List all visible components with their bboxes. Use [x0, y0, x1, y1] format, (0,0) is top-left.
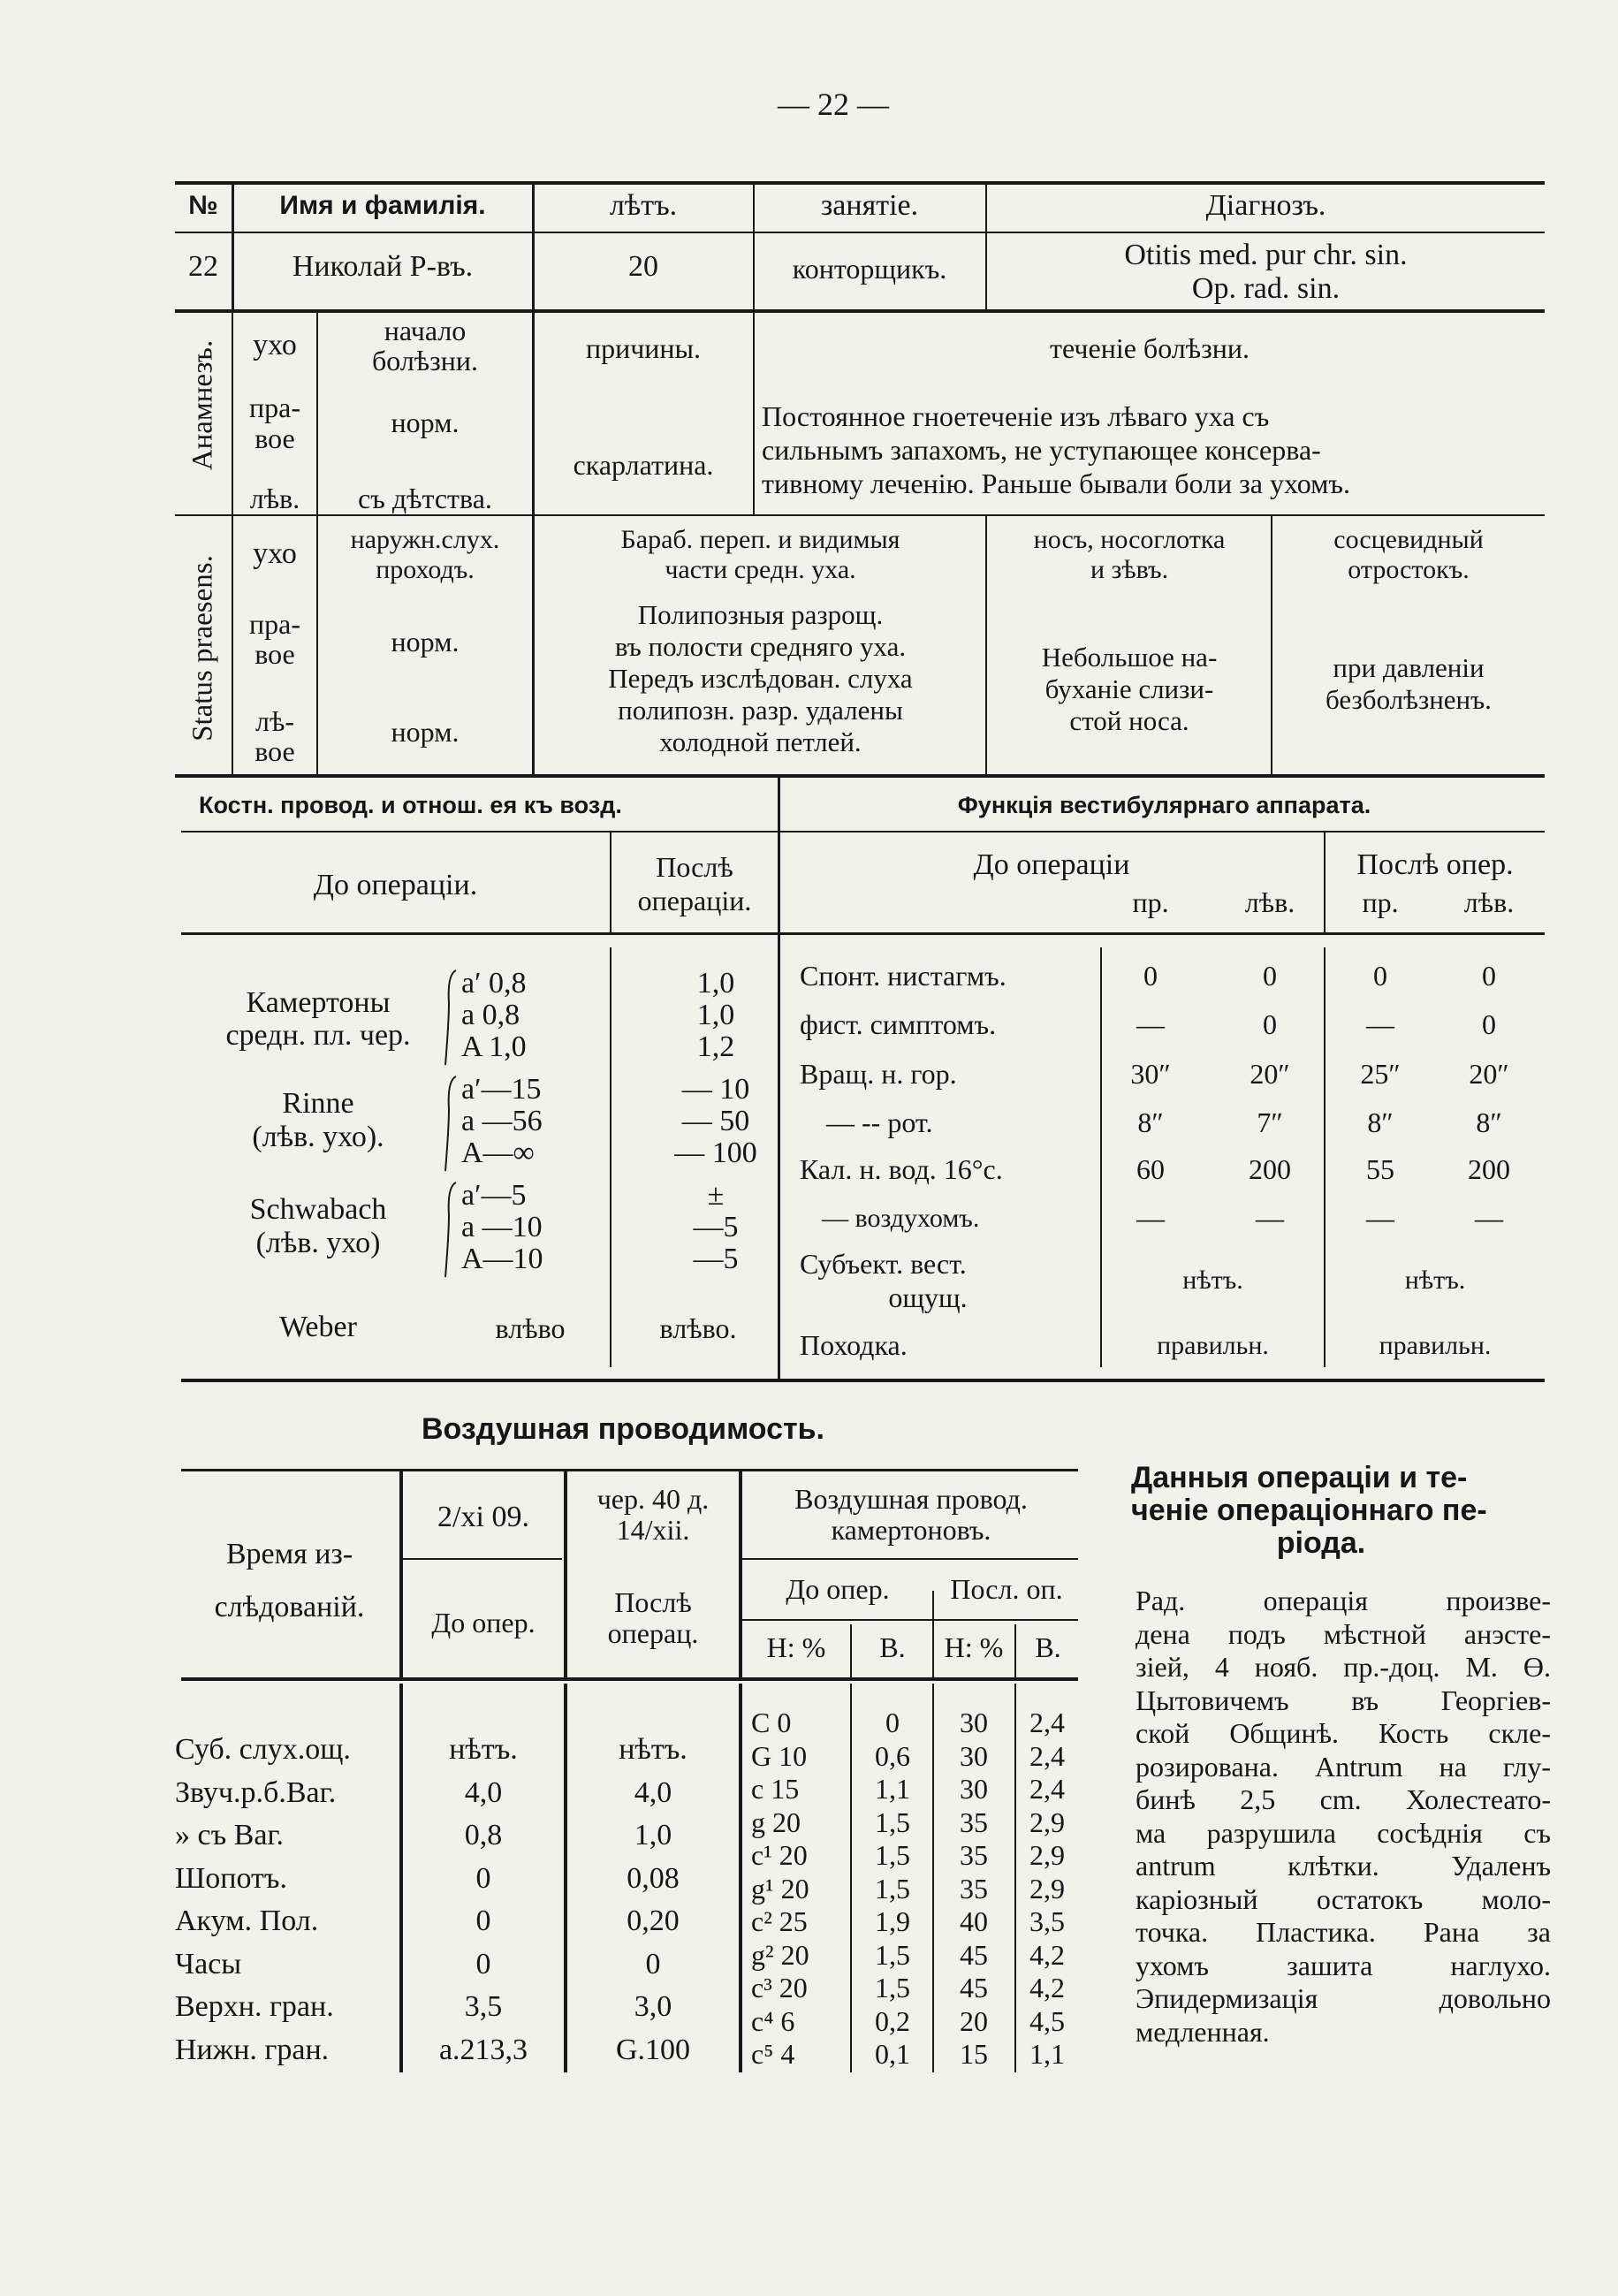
st-right-ear-1: пра-	[249, 608, 300, 640]
air-row-date2: 0,20	[627, 1904, 680, 1937]
st-left-ear-2: вое	[254, 735, 295, 767]
rule	[985, 516, 987, 774]
rule	[932, 1591, 934, 1677]
fork-after-h: 20	[960, 2004, 988, 2037]
fork-before-b: 0,2	[875, 2004, 910, 2037]
vest-value: 0	[1263, 960, 1277, 992]
header-diagnosis: Діагнозъ.	[1205, 189, 1326, 222]
vest-value: 8″	[1476, 1106, 1502, 1138]
air-col-date2-sub-1: Послѣ	[614, 1586, 692, 1618]
air-row-label: Верхн. гран.	[175, 1990, 334, 2023]
patient-age: 20	[628, 250, 658, 283]
bone-before: A 1,0	[461, 1030, 527, 1063]
bone-label-weber: Weber	[279, 1311, 357, 1343]
bone-col-before: До операціи.	[313, 869, 478, 901]
vest-value: 8″	[1367, 1106, 1394, 1138]
vest-row-label: Вращ. н. гор.	[800, 1058, 957, 1090]
bone-label-rinne-2: (лѣв. ухо).	[252, 1121, 384, 1153]
rule	[1014, 1624, 1016, 1677]
fork-before-b: 0	[885, 1707, 900, 1738]
bone-after: ±	[707, 1179, 725, 1212]
bone-after: — 10	[681, 1073, 750, 1106]
air-fork-after: Посл. оп.	[950, 1573, 1063, 1605]
vest-subjective-after: нѣтъ.	[1404, 1266, 1466, 1295]
an-right-onset: норм.	[391, 407, 460, 438]
st-nose-1: Небольшое на-	[1041, 642, 1218, 673]
operation-text-line: дена подъ мѣстной анэсте-	[1136, 1617, 1551, 1650]
vest-subjective-before: нѣтъ.	[1182, 1266, 1243, 1295]
rule	[532, 309, 535, 778]
rule	[610, 832, 611, 932]
bone-before: a —56	[461, 1105, 543, 1137]
rule	[932, 1684, 934, 2072]
vest-value: 0	[1482, 1008, 1496, 1040]
rule	[399, 1684, 403, 2072]
fork-note: c 15	[751, 1773, 800, 1805]
fork-after-b: 2,9	[1029, 1806, 1065, 1838]
vest-col-before: До операціи	[973, 848, 1130, 881]
status-label: Status praesens.	[186, 555, 219, 741]
an-left-ear: лѣв.	[249, 483, 300, 514]
vest-value: 200	[1249, 1153, 1291, 1185]
operation-text-line: ухомъ зашита наглухо.	[1136, 1949, 1551, 1981]
fork-after-h: 40	[960, 1905, 988, 1937]
air-fork-sub: H: %	[944, 1631, 1004, 1663]
fork-after-b: 4,2	[1029, 1938, 1065, 1971]
header-age: лѣтъ.	[609, 189, 678, 222]
air-row-date1: 4,0	[464, 1775, 503, 1809]
fork-after-b: 2,4	[1029, 1707, 1065, 1738]
st-drum-4: полипозн. разр. удалены	[618, 695, 903, 726]
fork-after-h: 30	[960, 1773, 988, 1805]
vest-row-label: ощущ.	[888, 1281, 968, 1313]
an-col-course: теченіе болѣзни.	[1050, 332, 1250, 364]
air-row-date2: G.100	[615, 2033, 691, 2066]
brace-marks	[442, 968, 463, 1348]
fork-after-h: 45	[960, 1972, 988, 2003]
bone-before: a′—5	[461, 1179, 527, 1212]
fork-note: G 10	[751, 1739, 808, 1772]
fork-after-h: 15	[960, 2038, 988, 2070]
vest-value: 0	[1482, 960, 1496, 992]
rule	[739, 1469, 742, 1677]
fork-after-b: 2,9	[1029, 1839, 1065, 1871]
vest-sub-3: пр.	[1362, 886, 1399, 918]
vest-value: 0	[1373, 960, 1387, 992]
operation-text-line: ма разрушила сосѣднія съ	[1136, 1816, 1551, 1849]
fork-before-b: 1,5	[875, 1872, 910, 1904]
vest-row-label: Субъект. вест.	[800, 1248, 967, 1280]
bone-before: A—10	[461, 1243, 543, 1275]
air-row-date1: 3,5	[464, 1990, 503, 2023]
bone-after: —5	[693, 1243, 739, 1275]
air-col-date2-2: 14/xii.	[616, 1514, 690, 1546]
fork-after-h: 35	[960, 1872, 988, 1904]
fork-before-b: 1,9	[875, 1905, 910, 1937]
air-row-label: » съ Ваг.	[175, 1819, 285, 1851]
rule	[175, 232, 1545, 233]
st-col-mastoid-1: сосцевидный	[1333, 525, 1484, 554]
operation-text-line: розирована. Antrum на глу-	[1136, 1750, 1551, 1783]
air-col-time-2: слѣдованій.	[214, 1591, 365, 1623]
rule	[850, 1624, 852, 1677]
st-right-ear-2: вое	[254, 638, 295, 670]
rule	[181, 1677, 1078, 1681]
vest-value: 30″	[1130, 1058, 1171, 1090]
st-col-nose-2: и зѣвъ.	[1090, 555, 1169, 584]
air-row-label: Часы	[175, 1947, 242, 1980]
fork-before-b: 1,1	[875, 1773, 910, 1805]
vest-sub-4: лѣв.	[1463, 886, 1515, 918]
rule	[564, 1684, 567, 2072]
bone-before: A—∞	[461, 1137, 535, 1169]
air-row-date2: 0	[645, 1947, 661, 1980]
fork-note: c⁴ 6	[751, 2004, 795, 2037]
st-col-drum-2: части средн. уха.	[665, 555, 856, 584]
air-row-label: Акум. Пол.	[175, 1904, 319, 1937]
vest-value: 200	[1468, 1153, 1510, 1185]
bone-label-schwabach-2: (лѣв. ухо)	[255, 1227, 381, 1259]
fork-after-h: 30	[960, 1707, 988, 1738]
vest-col-after: Послѣ опер.	[1356, 848, 1514, 881]
air-fork-sub: H: %	[766, 1631, 826, 1663]
operation-text-line: ской Общинѣ. Кость скле-	[1136, 1717, 1551, 1749]
bone-title: Костн. провод. и отнош. ея къ возд.	[199, 792, 622, 818]
vest-value: —	[1136, 1008, 1165, 1040]
rule	[1324, 832, 1326, 932]
rule	[316, 309, 318, 778]
rule	[753, 181, 755, 309]
rule	[181, 1469, 1078, 1471]
st-col-ear: ухо	[253, 537, 297, 570]
an-left-onset: съ дѣтства.	[358, 483, 492, 514]
fork-after-b: 2,4	[1029, 1739, 1065, 1772]
st-nose-2: буханіе слизи-	[1044, 673, 1214, 704]
air-col-date1: 2/xi 09.	[437, 1501, 529, 1533]
rule	[1100, 947, 1102, 1367]
fork-note: c² 25	[751, 1905, 808, 1937]
fork-note: c⁵ 4	[751, 2038, 795, 2070]
rule	[232, 309, 233, 778]
air-col-date2-1: чер. 40 д.	[596, 1483, 710, 1515]
vest-value: 0	[1263, 1008, 1277, 1040]
st-col-canal-2: проходъ.	[376, 555, 475, 584]
vest-value: 0	[1143, 960, 1158, 992]
fork-after-h: 35	[960, 1839, 988, 1871]
header-name: Имя и фамилія.	[279, 191, 486, 220]
st-mastoid-2: безболѣзненъ.	[1326, 684, 1492, 715]
air-row-date2: 3,0	[634, 1990, 672, 2023]
fork-before-b: 1,5	[875, 1839, 910, 1871]
vest-row-label: Спонт. нистагмъ.	[800, 960, 1007, 992]
st-drum-3: Передъ изслѣдован. слуха	[608, 663, 913, 694]
fork-after-h: 30	[960, 1739, 988, 1772]
rule	[742, 1619, 1078, 1621]
air-col-date1-sub: До опер.	[431, 1607, 536, 1638]
st-right-canal: норм.	[391, 626, 460, 658]
st-mastoid-1: при давленіи	[1333, 652, 1485, 683]
op-title-3: ріода.	[1276, 1526, 1366, 1560]
air-row-date1: 0	[475, 1947, 491, 1980]
op-title-2: ченіе операціоннаго пе-	[1131, 1494, 1487, 1527]
rule	[181, 831, 1545, 832]
diagnosis-line-1: Otitis med. pur chr. sin.	[1124, 239, 1408, 271]
an-course-3: тивному леченію. Раньше бывали боли за ухомъ.	[762, 468, 1350, 499]
an-cause: скарлатина.	[573, 449, 714, 481]
air-row-date1: 0	[475, 1904, 491, 1937]
vest-value: —	[1366, 1008, 1394, 1040]
bone-before: a 0,8	[461, 999, 520, 1031]
bone-after: —5	[693, 1211, 739, 1243]
an-course-1: Постоянное гноетеченіе изъ лѣваго уха съ	[762, 400, 1270, 432]
vest-row-label: Кал. н. вод. 16°с.	[800, 1153, 1003, 1185]
rule	[564, 1469, 567, 1677]
bone-col-after-1: Послѣ	[656, 851, 733, 883]
vest-sub-2: лѣв.	[1244, 886, 1295, 918]
fork-note: c¹ 20	[751, 1839, 808, 1871]
rule	[175, 181, 1545, 185]
fork-after-b: 2,4	[1029, 1773, 1065, 1805]
st-col-mastoid-2: отростокъ.	[1348, 555, 1470, 584]
air-fork-sub: B.	[1035, 1631, 1061, 1663]
rule	[175, 309, 1545, 313]
air-title: Воздушная проводимость.	[421, 1412, 824, 1446]
vest-value: 8″	[1137, 1106, 1164, 1138]
bone-after: — 100	[674, 1137, 757, 1169]
bone-before: a′ 0,8	[461, 967, 527, 1000]
operation-text-line: точка. Пластика. Рана за	[1136, 1916, 1551, 1948]
fork-before-b: 1,5	[875, 1806, 910, 1838]
bone-label-schwabach-1: Schwabach	[249, 1193, 387, 1226]
rule	[742, 1558, 1078, 1560]
fork-after-h: 35	[960, 1806, 988, 1838]
rule	[399, 1469, 403, 1677]
air-row-date2: 4,0	[634, 1775, 672, 1809]
operation-text-line: каріозный остатокъ моло-	[1136, 1882, 1551, 1915]
rule	[778, 778, 780, 1379]
st-drum-5: холодной петлей.	[659, 726, 862, 757]
rule	[175, 774, 1545, 778]
bone-after: 1,2	[696, 1030, 735, 1063]
st-drum-2: въ полости средняго уха.	[614, 631, 907, 662]
air-col-time-1: Время из-	[225, 1538, 353, 1570]
st-col-nose-1: носъ, носоглотка	[1033, 525, 1226, 554]
vest-value: —	[1256, 1202, 1284, 1234]
air-row-date2: нѣтъ.	[619, 1733, 687, 1766]
operation-text-line: Рад. операція произве-	[1136, 1585, 1551, 1616]
patient-num: 22	[188, 250, 218, 283]
vest-row-label: Походка.	[800, 1329, 908, 1361]
fork-note: c³ 20	[751, 1972, 808, 2003]
bone-after: — 50	[681, 1105, 750, 1137]
vest-value: 20″	[1469, 1058, 1509, 1090]
air-row-date1: a.213,3	[438, 2033, 528, 2066]
air-fork-before: До опер.	[786, 1573, 890, 1605]
st-col-canal-1: наружн.слух.	[350, 525, 500, 554]
vest-value: 7″	[1257, 1106, 1283, 1138]
bone-after: 1,0	[696, 999, 735, 1031]
rule	[532, 181, 535, 309]
air-row-date2: 1,0	[634, 1819, 672, 1851]
fork-note: C 0	[751, 1707, 792, 1738]
air-row-date1: нѣтъ.	[449, 1733, 518, 1766]
anamnesis-label: Анамнезъ.	[186, 339, 219, 471]
an-right-ear-2: вое	[254, 422, 295, 454]
rule	[610, 947, 611, 1367]
bone-before: влѣво	[495, 1312, 566, 1344]
vest-value: 60	[1136, 1153, 1165, 1185]
op-title-1: Данныя операціи и те-	[1131, 1461, 1468, 1494]
vest-gait-after: правильн.	[1379, 1331, 1492, 1360]
an-col-onset-1: начало	[384, 315, 467, 346]
an-col-causes: причины.	[585, 332, 702, 364]
rule	[985, 181, 987, 309]
bone-label-tuning-1: Камертоны	[246, 986, 391, 1019]
air-row-label: Нижн. гран.	[175, 2033, 330, 2066]
air-col-fork-1: Воздушная провод.	[794, 1483, 1028, 1515]
page-number: — 22 —	[778, 87, 889, 122]
header-num: №	[188, 191, 218, 220]
fork-before-b: 0,6	[875, 1739, 910, 1772]
header-occupation: занятіе.	[820, 189, 919, 222]
vest-row-label: — -- рот.	[826, 1106, 933, 1138]
operation-text-line: медленная.	[1136, 2015, 1270, 2048]
operation-text-line: зіей, 4 нояб. пр.-доц. М. Ө.	[1136, 1651, 1551, 1683]
vest-title: Функція вестибулярнаго аппарата.	[957, 792, 1371, 818]
bone-after: влѣво.	[659, 1312, 737, 1344]
fork-after-b: 1,1	[1029, 2038, 1065, 2070]
operation-text-line: antrum клѣтки. Удаленъ	[1136, 1850, 1551, 1882]
fork-after-b: 2,9	[1029, 1872, 1065, 1904]
fork-note: g 20	[751, 1806, 801, 1838]
st-col-drum-1: Бараб. переп. и видимыя	[620, 525, 900, 554]
vest-value: 20″	[1250, 1058, 1290, 1090]
st-left-canal: норм.	[391, 716, 460, 748]
st-nose-3: стой носа.	[1069, 705, 1189, 736]
an-right-ear-1: пра-	[249, 392, 300, 423]
vest-value: —	[1136, 1202, 1165, 1234]
vest-value: —	[1366, 1202, 1394, 1234]
vest-value: —	[1475, 1202, 1503, 1234]
fork-before-b: 0,1	[875, 2038, 910, 2070]
vest-sub-1: пр.	[1132, 886, 1169, 918]
bone-col-after-2: операціи.	[637, 885, 752, 916]
vest-row-label: фист. симптомъ.	[800, 1008, 997, 1040]
rule	[1271, 516, 1272, 774]
bone-label-rinne-1: Rinne	[282, 1087, 354, 1120]
air-row-date1: 0,8	[464, 1819, 503, 1851]
rule	[181, 932, 1545, 935]
fork-after-b: 3,5	[1029, 1905, 1065, 1937]
fork-after-h: 45	[960, 1938, 988, 1971]
fork-note: g¹ 20	[751, 1872, 809, 1904]
vest-value: 25″	[1360, 1058, 1401, 1090]
st-drum-1: Полипозныя разрощ.	[637, 599, 884, 630]
air-col-fork-2: камертоновъ.	[831, 1514, 991, 1546]
fork-before-b: 1,5	[875, 1972, 910, 2003]
patient-occupation: конторщикъ.	[792, 253, 947, 285]
rule	[232, 181, 234, 309]
an-col-ear: ухо	[253, 329, 297, 361]
operation-text-line: Цытовичемъ въ Георгіев-	[1136, 1684, 1551, 1716]
air-col-date2-sub-2: операц.	[607, 1617, 699, 1649]
vest-row-label: — воздухомъ.	[822, 1204, 980, 1233]
patient-name: Николай Р-въ.	[292, 250, 474, 283]
rule	[1324, 947, 1326, 1367]
fork-note: g² 20	[751, 1938, 809, 1971]
air-row-label: Шопотъ.	[175, 1861, 287, 1895]
rule	[850, 1684, 852, 2072]
rule	[753, 309, 755, 514]
fork-after-b: 4,5	[1029, 2004, 1065, 2037]
rule	[181, 1379, 1545, 1382]
vest-gait-before: правильн.	[1157, 1331, 1269, 1360]
operation-text-line: бинѣ 2,5 cm. Холестеато-	[1136, 1783, 1551, 1815]
air-row-date2: 0,08	[627, 1861, 680, 1895]
vest-value: 55	[1366, 1153, 1394, 1185]
air-fork-sub: B.	[879, 1631, 906, 1663]
bone-label-tuning-2: средн. пл. чер.	[225, 1019, 411, 1052]
rule	[403, 1558, 562, 1560]
an-col-onset-2: болѣзни.	[371, 345, 479, 376]
bone-before: a′—15	[461, 1073, 542, 1106]
diagnosis-line-2: Op. rad. sin.	[1191, 272, 1341, 305]
fork-after-b: 4,2	[1029, 1972, 1065, 2003]
fork-before-b: 1,5	[875, 1938, 910, 1971]
st-left-ear-1: лѣ-	[255, 705, 294, 737]
bone-after: 1,0	[696, 967, 735, 1000]
air-row-date1: 0	[475, 1861, 491, 1895]
operation-text-line: Эпидермизація довольно	[1136, 1982, 1551, 2014]
air-row-label: Суб. слух.ощ.	[175, 1733, 351, 1766]
an-course-2: сильнымъ запахомъ, не уступающее консерва-	[762, 434, 1321, 466]
rule	[175, 514, 1545, 516]
rule	[739, 1684, 742, 2072]
bone-before: a —10	[461, 1211, 543, 1243]
air-row-label: Звуч.р.б.Ваг.	[175, 1775, 337, 1809]
